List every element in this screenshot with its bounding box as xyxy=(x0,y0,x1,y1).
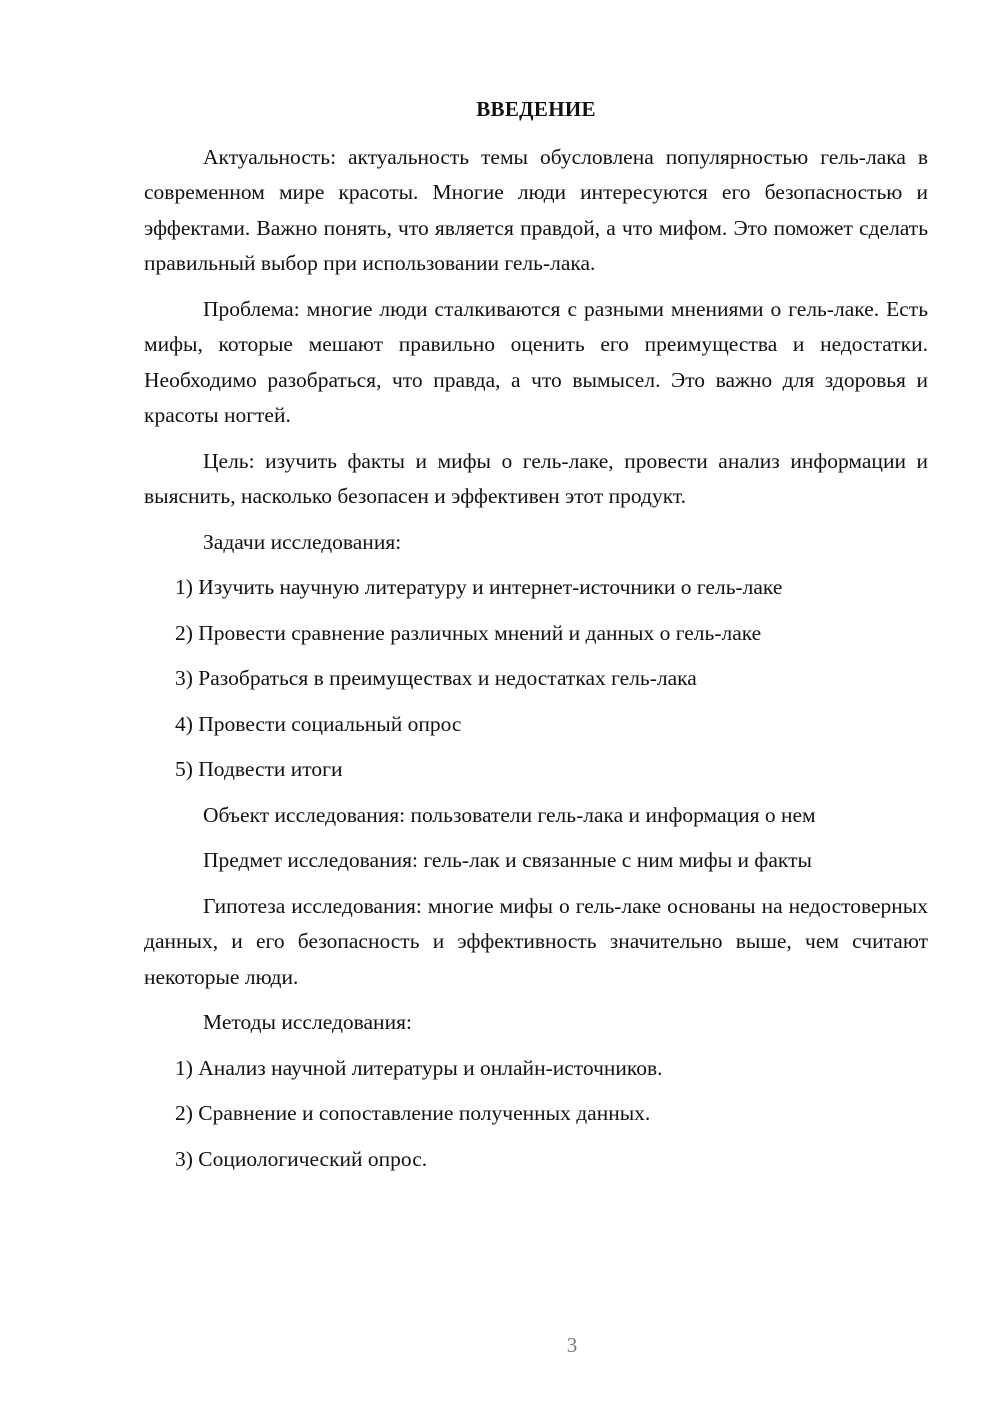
tasks-heading: Задачи исследования: xyxy=(203,529,402,554)
methods-heading: Методы исследования: xyxy=(203,1010,412,1034)
method-item: 1) Анализ научной литературы и онлайн-источников. xyxy=(175,1055,663,1080)
page-number: 3 xyxy=(566,1333,578,1357)
document-page xyxy=(144,92,928,1187)
page-title: ВВЕДЕНИЕ xyxy=(476,97,596,121)
task-item: 2) Провести сравнение различных мнений и данных о гель-лаке xyxy=(175,620,762,645)
task-item: 5) Подвести итоги xyxy=(175,757,343,781)
task-item: 4) Провести социальный опрос xyxy=(175,711,462,736)
method-item: 2) Сравнение и сопоставление полученных данных. xyxy=(175,1101,651,1125)
research-object: Объект исследования: пользователи гель-лака и информация о нем xyxy=(203,802,816,827)
method-item: 3) Социологический опрос. xyxy=(175,1146,428,1171)
research-subject: Предмет исследования: гель-лак и связанные с ним мифы и факты xyxy=(203,848,812,872)
task-item: 3) Разобраться в преимуществах и недостатках гель-лака xyxy=(175,666,697,690)
paragraph-relevance: Актуальность: актуальность темы обусловлена популярностью гель-лака в современном мире красоты. Многие люди интересуются его безопасностью и эффектами. Важно понять, что является правдой, а что мифом. Это поможет сделать правильный выбор при использовании гель-лака. xyxy=(144,144,928,275)
paragraph-goal: Цель: изучить факты и мифы о гель-лаке, провести анализ информации и выяснить, насколько безопасен и эффективен этот продукт. xyxy=(144,448,928,508)
paragraph-hypothesis: Гипотеза исследования: многие мифы о гель-лаке основаны на недостоверных данных, и его безопасность и эффективность значительно выше, чем считают некоторые люди. xyxy=(144,893,928,989)
task-item: 1) Изучить научную литературу и интернет-источники о гель-лаке xyxy=(175,575,783,599)
paragraph-problem: Проблема: многие люди сталкиваются с разными мнениями о гель-лаке. Есть мифы, которые мешают правильно оценить его преимущества и недостатки. Необходимо разобраться, что правда, а что вымысел. Это важно для здоровья и красоты ногтей. xyxy=(144,296,928,427)
